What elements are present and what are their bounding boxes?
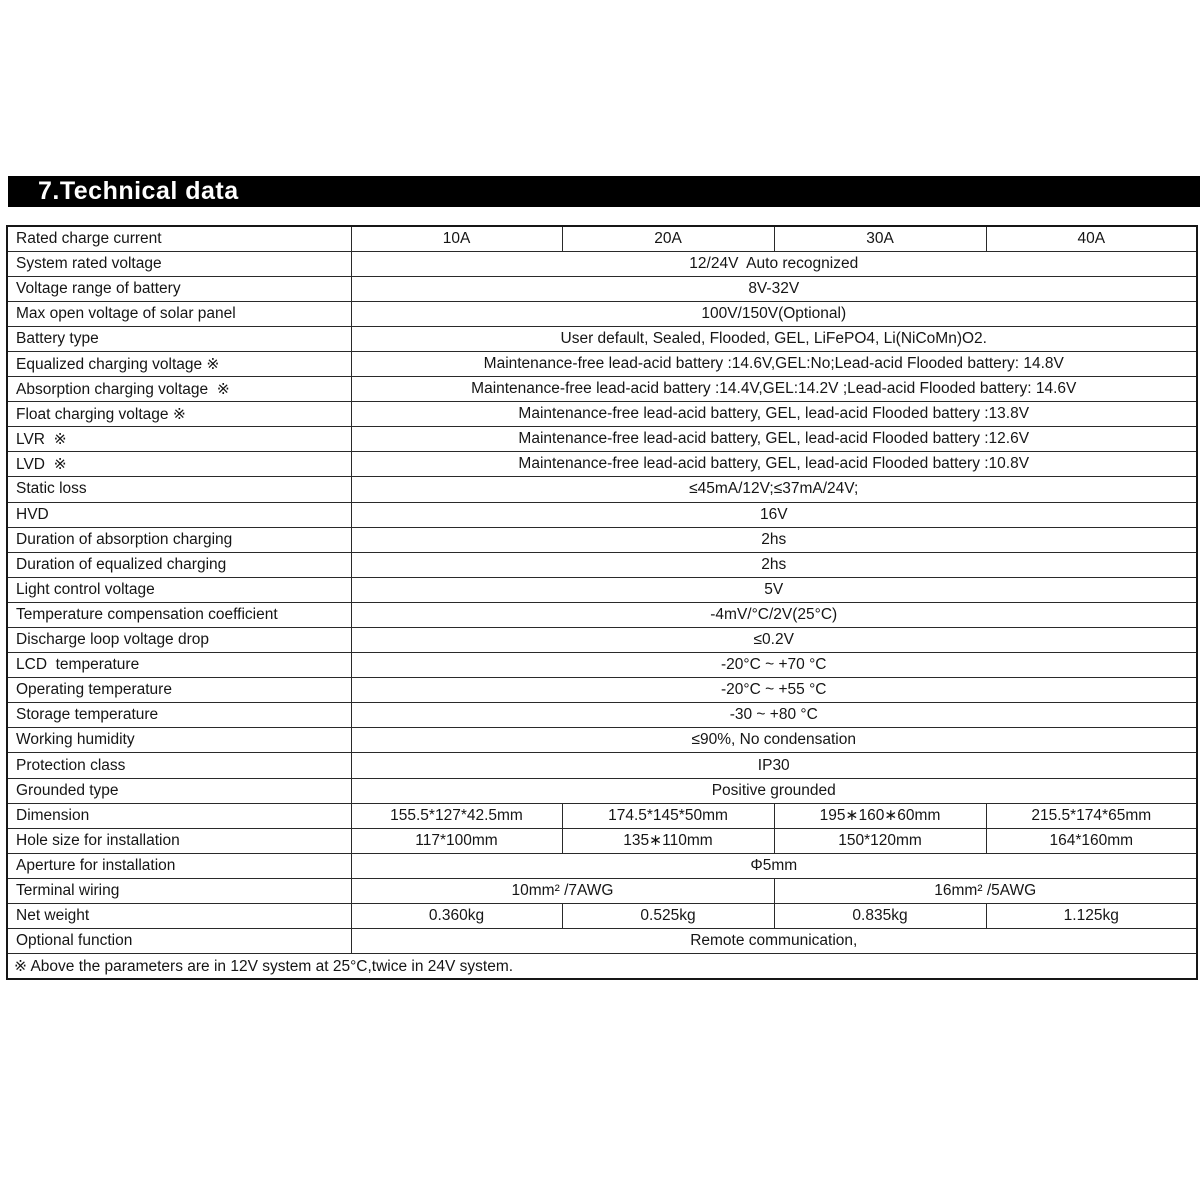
spec-label: Light control voltage xyxy=(7,577,351,602)
table-row xyxy=(7,878,1197,903)
spec-value: 174.5*145*50mm xyxy=(562,803,774,828)
spec-value: Φ5mm xyxy=(351,853,1197,878)
spec-label: Rated charge current xyxy=(7,226,351,251)
spec-label: Operating temperature xyxy=(7,678,351,703)
spec-value: 1.125kg xyxy=(986,904,1197,929)
spec-value: 16mm² /5AWG xyxy=(774,878,1197,903)
spec-value: 5V xyxy=(351,577,1197,602)
spec-label: LCD temperature xyxy=(7,653,351,678)
table-row xyxy=(7,853,1197,878)
spec-value: 10mm² /7AWG xyxy=(351,878,774,903)
spec-value: 0.525kg xyxy=(562,904,774,929)
section-title: 7.Technical data xyxy=(38,177,239,205)
spec-value: ≤45mA/12V;≤37mA/24V; xyxy=(351,477,1197,502)
spec-value: 12/24V Auto recognized xyxy=(351,251,1197,276)
spec-label: Duration of absorption charging xyxy=(7,527,351,552)
spec-label: Duration of equalized charging xyxy=(7,552,351,577)
table-row xyxy=(7,803,1197,828)
spec-label: LVD ※ xyxy=(7,452,351,477)
footnote: ※ Above the parameters are in 12V system at 25°C,twice in 24V system. xyxy=(7,954,1197,979)
spec-label: Storage temperature xyxy=(7,703,351,728)
spec-label: System rated voltage xyxy=(7,251,351,276)
spec-value: 40A xyxy=(986,226,1197,251)
spec-label: Working humidity xyxy=(7,728,351,753)
spec-value: 8V-32V xyxy=(351,276,1197,301)
spec-value: 150*120mm xyxy=(774,828,986,853)
spec-value: 0.835kg xyxy=(774,904,986,929)
spec-value: 155.5*127*42.5mm xyxy=(351,803,562,828)
table-row xyxy=(7,653,1197,678)
table-row xyxy=(7,402,1197,427)
spec-value: 16V xyxy=(351,502,1197,527)
spec-label: Equalized charging voltage ※ xyxy=(7,351,351,376)
table-row xyxy=(7,728,1197,753)
spec-value: Maintenance-free lead-acid battery, GEL, lead-acid Flooded battery :10.8V xyxy=(351,452,1197,477)
table-row xyxy=(7,502,1197,527)
table-row xyxy=(7,452,1197,477)
table-row xyxy=(7,628,1197,653)
spec-value: ≤90%, No condensation xyxy=(351,728,1197,753)
spec-value: -20°C ~ +55 °C xyxy=(351,678,1197,703)
spec-label: Grounded type xyxy=(7,778,351,803)
spec-value: 164*160mm xyxy=(986,828,1197,853)
spec-value: 215.5*174*65mm xyxy=(986,803,1197,828)
section-title-bar xyxy=(8,176,1200,207)
spec-value: 135∗110mm xyxy=(562,828,774,853)
spec-label: Terminal wiring xyxy=(7,878,351,903)
table-row xyxy=(7,904,1197,929)
spec-table-body xyxy=(7,226,1197,979)
spec-value: Remote communication, xyxy=(351,929,1197,954)
spec-label: Max open voltage of solar panel xyxy=(7,301,351,326)
table-row xyxy=(7,377,1197,402)
spec-value: Maintenance-free lead-acid battery :14.4V,GEL:14.2V ;Lead-acid Flooded battery: 14.6V xyxy=(351,377,1197,402)
table-row xyxy=(7,778,1197,803)
table-row xyxy=(7,427,1197,452)
spec-value: 10A xyxy=(351,226,562,251)
spec-value: 117*100mm xyxy=(351,828,562,853)
spec-value: 2hs xyxy=(351,552,1197,577)
spec-value: 20A xyxy=(562,226,774,251)
spec-value: 2hs xyxy=(351,527,1197,552)
spec-label: Hole size for installation xyxy=(7,828,351,853)
spec-value: 100V/150V(Optional) xyxy=(351,301,1197,326)
spec-label: Temperature compensation coefficient xyxy=(7,602,351,627)
spec-label: Float charging voltage ※ xyxy=(7,402,351,427)
spec-value: Positive grounded xyxy=(351,778,1197,803)
spec-label: Absorption charging voltage ※ xyxy=(7,377,351,402)
spec-label: Voltage range of battery xyxy=(7,276,351,301)
footnote-row xyxy=(7,954,1197,979)
spec-label: LVR ※ xyxy=(7,427,351,452)
spec-value: 30A xyxy=(774,226,986,251)
table-row xyxy=(7,678,1197,703)
spec-label: Optional function xyxy=(7,929,351,954)
spec-value: -4mV/°C/2V(25°C) xyxy=(351,602,1197,627)
table-row xyxy=(7,602,1197,627)
spec-value: ≤0.2V xyxy=(351,628,1197,653)
spec-label: Net weight xyxy=(7,904,351,929)
table-row xyxy=(7,929,1197,954)
spec-value: -20°C ~ +70 °C xyxy=(351,653,1197,678)
spec-value: -30 ~ +80 °C xyxy=(351,703,1197,728)
spec-value: User default, Sealed, Flooded, GEL, LiFePO4, Li(NiCoMn)O2. xyxy=(351,326,1197,351)
table-row xyxy=(7,703,1197,728)
technical-data-table xyxy=(6,225,1198,980)
table-row xyxy=(7,577,1197,602)
spec-label: Battery type xyxy=(7,326,351,351)
table-row xyxy=(7,276,1197,301)
table-row xyxy=(7,527,1197,552)
spec-label: Aperture for installation xyxy=(7,853,351,878)
spec-value: 0.360kg xyxy=(351,904,562,929)
spec-value: Maintenance-free lead-acid battery :14.6V,GEL:No;Lead-acid Flooded battery: 14.8V xyxy=(351,351,1197,376)
spec-label: Dimension xyxy=(7,803,351,828)
table-row xyxy=(7,326,1197,351)
spec-label: HVD xyxy=(7,502,351,527)
table-row xyxy=(7,351,1197,376)
table-row xyxy=(7,477,1197,502)
spec-value: IP30 xyxy=(351,753,1197,778)
spec-value: 195∗160∗60mm xyxy=(774,803,986,828)
table-row xyxy=(7,828,1197,853)
table-row xyxy=(7,552,1197,577)
spec-label: Static loss xyxy=(7,477,351,502)
spec-label: Discharge loop voltage drop xyxy=(7,628,351,653)
spec-label: Protection class xyxy=(7,753,351,778)
table-row xyxy=(7,251,1197,276)
spec-value: Maintenance-free lead-acid battery, GEL, lead-acid Flooded battery :12.6V xyxy=(351,427,1197,452)
table-row xyxy=(7,301,1197,326)
table-row xyxy=(7,226,1197,251)
spec-value: Maintenance-free lead-acid battery, GEL, lead-acid Flooded battery :13.8V xyxy=(351,402,1197,427)
table-row xyxy=(7,753,1197,778)
